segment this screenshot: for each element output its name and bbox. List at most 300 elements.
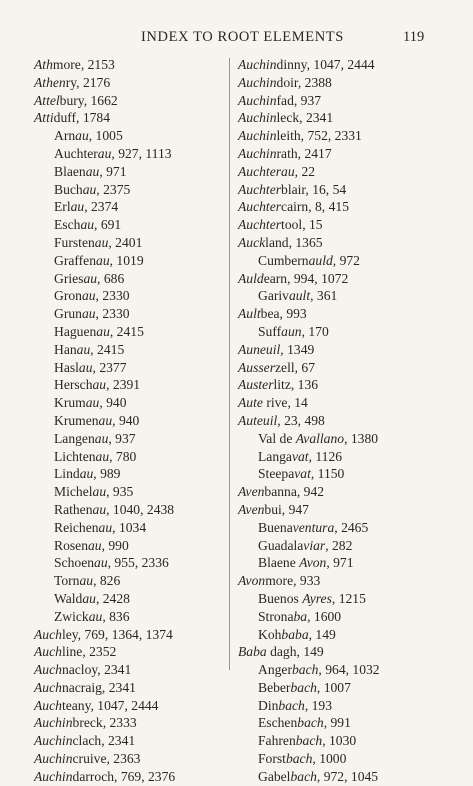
root-element-text: Auneuil [238, 341, 281, 357]
index-subentry [34, 572, 229, 590]
root-element-text: au [92, 501, 107, 517]
entry-text: , 2465 [334, 519, 369, 535]
entry-text: , 955, 2336 [107, 555, 169, 571]
root-element-text: Baba [238, 644, 267, 660]
index-entry [34, 74, 229, 92]
root-element-text: au [79, 466, 94, 482]
index-subentry [238, 679, 438, 697]
entry-text: Han [54, 341, 77, 357]
entry-text: , 971 [99, 163, 127, 179]
entry-text: Buena [258, 519, 293, 535]
index-entry [34, 679, 229, 697]
index-entry [238, 198, 438, 216]
entry-text: clach, 2341 [72, 733, 136, 749]
root-element-text: Auchin [238, 110, 277, 126]
entry-text: Blaen [54, 163, 86, 179]
root-element-text: au [92, 484, 107, 500]
index-subentry [238, 768, 438, 786]
entry-text: fad, 937 [276, 92, 322, 108]
entry-text: , 1380 [344, 430, 379, 446]
entry-text: , 990 [101, 537, 129, 553]
index-entry [34, 92, 229, 110]
index-subentry [238, 697, 438, 715]
root-element-text: Auster [238, 377, 274, 393]
index-subentry [34, 554, 229, 572]
entry-text: banna, 942 [264, 484, 325, 500]
index-subentry [238, 661, 438, 679]
entry-text: Wald [54, 590, 83, 606]
entry-text: bui, 947 [264, 501, 309, 517]
root-element-text: au [87, 537, 102, 553]
root-element-text: au [98, 412, 113, 428]
root-element-text: Auld [238, 270, 264, 286]
entry-text: Haguen [54, 323, 97, 339]
index-subentry [34, 537, 229, 555]
entry-text: leck, 2341 [276, 110, 334, 126]
entry-text: , 937 [108, 430, 136, 446]
root-element-text: Auchin [238, 74, 277, 90]
index-entry [238, 56, 438, 74]
root-element-text: Auch [34, 662, 62, 678]
entry-text: , 2415 [90, 341, 125, 357]
entry-text: , 1005 [88, 128, 123, 144]
index-entry [238, 305, 438, 323]
column-divider [229, 58, 230, 670]
entry-text: , 170 [301, 323, 329, 339]
entry-text: Rosen [54, 537, 88, 553]
index-subentry [34, 501, 229, 519]
entry-text: , 361 [310, 288, 338, 304]
index-subentry [34, 359, 229, 377]
root-element-text: au [80, 217, 95, 233]
root-element-text: Avon [238, 573, 266, 589]
entry-text: Grun [54, 306, 82, 322]
entry-text: Forst [258, 751, 286, 767]
root-element-text: Auchin [34, 733, 73, 749]
root-element-text: auld [308, 252, 333, 268]
root-element-text: Ath [34, 57, 53, 72]
index-entry [34, 643, 229, 661]
root-element-text: Auchter [238, 199, 282, 215]
entry-text: , 971 [326, 555, 354, 571]
entry-text: , 826 [93, 573, 121, 589]
root-element-text: Aven [238, 484, 265, 500]
root-element-text: Auch [34, 626, 62, 642]
entry-text: , 149 [308, 626, 336, 642]
entry-text: Anger [258, 662, 292, 678]
root-element-text: Auchterau [238, 163, 295, 179]
entry-text: dagh, 149 [266, 644, 324, 660]
entry-text: Torn [54, 573, 80, 589]
root-element-text: Auchin [34, 715, 73, 731]
index-entry [34, 768, 229, 786]
index-subentry [34, 198, 229, 216]
entry-text: teany, 1047, 2444 [61, 697, 159, 713]
entry-text: , 780 [109, 448, 137, 464]
entry-text: , 2415 [109, 323, 144, 339]
index-column-left [34, 56, 229, 786]
root-element-text: Athen [34, 74, 66, 90]
entry-text: rive, 14 [262, 395, 308, 411]
index-entry [34, 626, 229, 644]
entry-text: , 1150 [310, 466, 345, 482]
root-element-text: Auchin [34, 751, 73, 767]
index-entry [34, 56, 229, 74]
entry-text: , 989 [93, 466, 121, 482]
entry-text: Graffen [54, 252, 97, 268]
root-element-text: ba [293, 608, 308, 624]
index-entry [34, 732, 229, 750]
entry-text: , 964, 1032 [318, 662, 380, 678]
entry-text: , 691 [94, 217, 122, 233]
index-entry [238, 216, 438, 234]
root-element-text: au [98, 519, 113, 535]
root-element-text: baba [281, 626, 309, 642]
root-element-text: au [94, 555, 108, 571]
root-element-text: bach [290, 679, 317, 695]
index-entry [238, 376, 438, 394]
entry-text: , 2330 [95, 306, 130, 322]
root-element-text: au [92, 377, 107, 393]
index-entry [238, 270, 438, 288]
entry-text: , 23, 498 [277, 412, 325, 428]
root-element-text: Auchin [238, 92, 277, 108]
index-subentry [34, 270, 229, 288]
entry-text: Din [258, 697, 279, 713]
entry-text: , 2391 [106, 377, 141, 393]
entry-text: , 927, 1113 [111, 145, 172, 161]
index-subentry [34, 287, 229, 305]
root-element-text: bach [290, 768, 317, 784]
root-element-text: Aute [238, 395, 263, 411]
running-title: INDEX TO ROOT ELEMENTS [141, 29, 344, 45]
index-subentry [238, 287, 438, 305]
root-element-text: Attel [34, 92, 60, 108]
index-entry [238, 74, 438, 92]
root-element-text: Avallano [295, 430, 345, 446]
root-element-text: Atti [34, 110, 54, 126]
index-entry [238, 145, 438, 163]
entry-text: , 972 [332, 252, 360, 268]
index-subentry [34, 341, 229, 359]
root-element-text: au [81, 306, 96, 322]
root-element-text: Auck [238, 234, 266, 250]
index-subentry [34, 305, 229, 323]
entry-text: doir, 2388 [276, 74, 332, 90]
index-entry [238, 163, 438, 181]
root-element-text: vat [294, 466, 311, 482]
index-subentry [34, 465, 229, 483]
entry-text: leith, 752, 2331 [276, 128, 362, 144]
entry-text: , 2377 [92, 359, 127, 375]
page-number: 119 [403, 29, 425, 45]
entry-text: darroch, 769, 2376 [72, 768, 176, 784]
entry-text: breck, 2333 [72, 715, 137, 731]
index-entry [238, 181, 438, 199]
index-entry [238, 234, 438, 252]
entry-text: , 1000 [312, 751, 347, 767]
index-subentry [238, 732, 438, 750]
index-subentry [34, 252, 229, 270]
index-subentry [34, 181, 229, 199]
index-subentry [238, 714, 438, 732]
entry-text: Michel [54, 484, 93, 500]
root-element-text: Auchin [238, 145, 277, 161]
index-subentry [34, 163, 229, 181]
root-element-text: Auchin [238, 57, 277, 72]
entry-text: Langa [258, 448, 292, 464]
index-entry [34, 109, 229, 127]
entry-text: , 22 [294, 163, 316, 179]
entry-text: , 1034 [112, 519, 147, 535]
root-element-text: Auteuil [238, 412, 278, 428]
root-element-text: vat [291, 448, 309, 464]
entry-text: bury, 1662 [59, 92, 118, 108]
entry-text: more, 2153 [52, 57, 115, 72]
index-subentry [34, 376, 229, 394]
root-element-text: au [94, 430, 109, 446]
entry-text: dinny, 1047, 2444 [276, 57, 375, 72]
index-subentry [34, 216, 229, 234]
root-element-text: au [70, 199, 85, 215]
index-subentry [238, 465, 438, 483]
entry-text: Val de [258, 430, 296, 446]
index-column-right [238, 56, 438, 786]
index-subentry [238, 430, 438, 448]
entry-text: earn, 994, 1072 [263, 270, 349, 286]
entry-text: , 1007 [316, 679, 351, 695]
entry-text: tool, 15 [281, 217, 323, 233]
root-element-text: bach [285, 751, 313, 767]
entry-text: Langen [54, 430, 95, 446]
entry-text: Buenos [258, 590, 303, 606]
root-element-text: au [82, 181, 97, 197]
entry-text: Hasl [54, 359, 79, 375]
entry-text: Koh [258, 626, 282, 642]
index-entry [238, 359, 438, 377]
entry-text: , 2374 [84, 199, 119, 215]
entry-text: , 2401 [108, 234, 143, 250]
entry-text: cruive, 2363 [72, 751, 141, 767]
entry-text: bea, 993 [260, 306, 307, 322]
index-subentry [34, 519, 229, 537]
entry-text: blair, 16, 54 [281, 181, 347, 197]
root-element-text: Auchter [238, 181, 282, 197]
entry-text: Aucht [54, 145, 88, 161]
index-subentry [238, 626, 438, 644]
root-element-text: au [85, 163, 100, 179]
root-element-text: Ault [238, 306, 261, 322]
entry-text: Gariv [258, 288, 289, 304]
root-element-text: viar [303, 537, 326, 553]
root-element-text: Auch [34, 679, 62, 695]
root-element-text: au [95, 448, 110, 464]
root-element-text: au [76, 341, 91, 357]
index-subentry [34, 448, 229, 466]
root-element-text: au [81, 288, 96, 304]
index-subentry [238, 537, 438, 555]
index-subentry [34, 412, 229, 430]
entry-text: Gron [54, 288, 82, 304]
entry-text: nacloy, 2341 [61, 662, 132, 678]
entry-text: more, 933 [265, 573, 321, 589]
index-subentry [34, 127, 229, 145]
root-element-text: au [96, 252, 110, 268]
root-element-text: Ausser [238, 359, 276, 375]
index-entry [34, 750, 229, 768]
entry-text: cairn, 8, 415 [281, 199, 349, 215]
entry-text: Erl [54, 199, 71, 215]
entry-text: Esch [54, 217, 81, 233]
entry-text: Buch [54, 181, 83, 197]
root-element-text: Avon [299, 555, 327, 571]
entry-text: , 193 [304, 697, 333, 713]
entry-text: rath, 2417 [276, 145, 332, 161]
entry-text: Lichten [54, 448, 96, 464]
root-element-text: au [88, 608, 103, 624]
root-element-text: bach [297, 715, 324, 731]
root-element-text: aun [281, 323, 302, 339]
index-subentry [238, 590, 438, 608]
index-entry [238, 341, 438, 359]
entry-text: Guadala [258, 537, 304, 553]
index-entry [238, 394, 438, 412]
entry-text: , 1019 [109, 252, 144, 268]
index-entry [238, 92, 438, 110]
root-element-text: au [97, 145, 112, 161]
index-subentry [238, 448, 438, 466]
root-element-text: Aven [238, 501, 265, 517]
entry-text: Fursten [54, 234, 95, 250]
root-element-text: Ayres [302, 590, 332, 606]
root-element-text: au [79, 573, 94, 589]
entry-text: line, 2352 [61, 644, 117, 660]
entry-text: , 2375 [96, 181, 131, 197]
entry-text: Arn [54, 128, 76, 144]
entry-text: Blaene [258, 555, 300, 571]
index-subentry [238, 323, 438, 341]
entry-text: Hersch [54, 377, 93, 393]
entry-text: land, 1365 [265, 234, 323, 250]
index-subentry [34, 323, 229, 341]
entry-text: ry, 2176 [65, 74, 111, 90]
root-element-text: Auch [34, 697, 62, 713]
root-element-text: bach [291, 662, 319, 678]
entry-text: , 1126 [308, 448, 343, 464]
entry-text: Beber [258, 679, 291, 695]
index-subentry [34, 608, 229, 626]
root-element-text: au [94, 234, 109, 250]
entry-text: , 1030 [322, 733, 357, 749]
entry-text: Cumbern [258, 252, 309, 268]
entry-text: Fahren [258, 733, 296, 749]
entry-text: Reichen [54, 519, 99, 535]
entry-text: , 940 [99, 395, 127, 411]
index-entry [238, 483, 438, 501]
entry-text: ley, 769, 1364, 1374 [61, 626, 173, 642]
entry-text: , 935 [106, 484, 134, 500]
index-entry [238, 501, 438, 519]
index-subentry [34, 430, 229, 448]
root-element-text: au [75, 128, 89, 144]
root-element-text: au [78, 359, 93, 375]
root-element-text: Auchin [238, 128, 277, 144]
entry-text: , 1349 [280, 341, 315, 357]
page-header [0, 29, 473, 49]
entry-text: , 836 [102, 608, 130, 624]
index-subentry [34, 590, 229, 608]
entry-text: , 1600 [307, 608, 342, 624]
root-element-text: au [82, 590, 96, 606]
entry-text: , 940 [112, 412, 140, 428]
entry-text: Steepa [258, 466, 295, 482]
entry-text: Gabel [258, 768, 291, 784]
root-element-text: bach [278, 697, 305, 713]
entry-text: Rathen [54, 501, 93, 517]
entry-text: zell, 67 [275, 359, 316, 375]
root-element-text: au [83, 270, 98, 286]
entry-text: Lind [54, 466, 80, 482]
index-entry [34, 714, 229, 732]
index-subentry [34, 145, 229, 163]
index-subentry [34, 234, 229, 252]
index-entry [238, 109, 438, 127]
index-subentry [238, 554, 438, 572]
entry-text: , 2428 [95, 590, 130, 606]
entry-text: nacraig, 2341 [61, 679, 136, 695]
entry-text: litz, 136 [273, 377, 319, 393]
entry-text: Krumen [54, 412, 99, 428]
root-element-text: bach [295, 733, 323, 749]
entry-text: duff, 1784 [53, 110, 111, 126]
entry-text: , 1215 [331, 590, 366, 606]
root-element-text: Auchter [238, 217, 282, 233]
index-subentry [34, 483, 229, 501]
root-element-text: Auch [34, 644, 62, 660]
root-element-text: ventura [292, 519, 335, 535]
index-entry [238, 127, 438, 145]
entry-text: , 972, 1045 [316, 768, 379, 784]
entry-text: Krum [54, 395, 86, 411]
entry-text: , 2330 [95, 288, 130, 304]
entry-text: Eschen [258, 715, 298, 731]
index-entry [238, 643, 438, 661]
entry-text: , 1040, 2438 [106, 501, 175, 517]
index-subentry [34, 394, 229, 412]
entry-text: Gries [54, 270, 84, 286]
index-subentry [238, 252, 438, 270]
entry-text: , 686 [97, 270, 125, 286]
index-subentry [238, 608, 438, 626]
entry-text: er [87, 145, 98, 161]
root-element-text: au [85, 395, 100, 411]
index-subentry [238, 519, 438, 537]
index-entry [238, 412, 438, 430]
root-element-text: ault [288, 288, 311, 304]
entry-text: Strona [258, 608, 294, 624]
entry-text: , 282 [325, 537, 353, 553]
entry-text: Zwick [54, 608, 89, 624]
entry-text: , 991 [323, 715, 351, 731]
root-element-text: au [96, 323, 110, 339]
root-element-text: Auchin [34, 768, 73, 784]
index-entry [34, 697, 229, 715]
index-entry [238, 572, 438, 590]
index-subentry [238, 750, 438, 768]
entry-text: Suff [258, 323, 282, 339]
index-entry [34, 661, 229, 679]
entry-text: Schoen [54, 555, 95, 571]
